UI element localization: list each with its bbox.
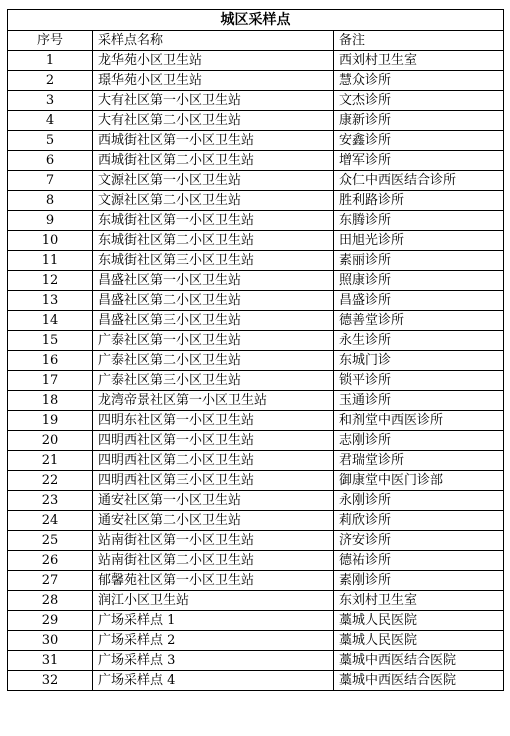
cell-name: 广泰社区第三小区卫生站 bbox=[93, 371, 334, 391]
cell-seq: 26 bbox=[8, 551, 93, 571]
table-row bbox=[8, 431, 504, 451]
cell-seq: 8 bbox=[8, 191, 93, 211]
cell-seq: 25 bbox=[8, 531, 93, 551]
cell-name: 璟华苑小区卫生站 bbox=[93, 71, 334, 91]
cell-name: 通安社区第一小区卫生站 bbox=[93, 491, 334, 511]
table-row bbox=[8, 251, 504, 271]
cell-seq: 20 bbox=[8, 431, 93, 451]
table-row bbox=[8, 91, 504, 111]
table-row bbox=[8, 151, 504, 171]
cell-name: 龙湾帝景社区第一小区卫生站 bbox=[93, 391, 334, 411]
cell-seq: 24 bbox=[8, 511, 93, 531]
cell-name: 昌盛社区第一小区卫生站 bbox=[93, 271, 334, 291]
header-seq: 序号 bbox=[8, 31, 93, 51]
cell-seq: 27 bbox=[8, 571, 93, 591]
cell-seq: 21 bbox=[8, 451, 93, 471]
cell-seq: 28 bbox=[8, 591, 93, 611]
cell-seq: 22 bbox=[8, 471, 93, 491]
cell-note: 田旭光诊所 bbox=[334, 231, 504, 251]
cell-note: 众仁中西医结合诊所 bbox=[334, 171, 504, 191]
cell-name: 龙华苑小区卫生站 bbox=[93, 51, 334, 71]
cell-note: 安鑫诊所 bbox=[334, 131, 504, 151]
cell-name: 广泰社区第一小区卫生站 bbox=[93, 331, 334, 351]
cell-seq: 16 bbox=[8, 351, 93, 371]
cell-name: 大有社区第一小区卫生站 bbox=[93, 91, 334, 111]
table-row bbox=[8, 631, 504, 651]
table-row bbox=[8, 111, 504, 131]
cell-seq: 23 bbox=[8, 491, 93, 511]
table-row bbox=[8, 391, 504, 411]
cell-name: 广场采样点 1 bbox=[93, 611, 334, 631]
cell-note: 玉通诊所 bbox=[334, 391, 504, 411]
cell-note: 莉欣诊所 bbox=[334, 511, 504, 531]
cell-seq: 12 bbox=[8, 271, 93, 291]
cell-name: 昌盛社区第三小区卫生站 bbox=[93, 311, 334, 331]
table-body bbox=[8, 51, 504, 691]
table-row bbox=[8, 511, 504, 531]
cell-seq: 17 bbox=[8, 371, 93, 391]
table-row bbox=[8, 71, 504, 91]
cell-note: 慧众诊所 bbox=[334, 71, 504, 91]
cell-seq: 10 bbox=[8, 231, 93, 251]
cell-seq: 2 bbox=[8, 71, 93, 91]
cell-note: 文杰诊所 bbox=[334, 91, 504, 111]
title-row bbox=[8, 10, 504, 31]
table-row bbox=[8, 171, 504, 191]
header-note: 备注 bbox=[334, 31, 504, 51]
cell-seq: 19 bbox=[8, 411, 93, 431]
table-row bbox=[8, 291, 504, 311]
table-title: 城区采样点 bbox=[8, 10, 504, 31]
cell-name: 西城街社区第二小区卫生站 bbox=[93, 151, 334, 171]
cell-seq: 15 bbox=[8, 331, 93, 351]
sampling-points-table bbox=[7, 9, 504, 691]
cell-note: 德善堂诊所 bbox=[334, 311, 504, 331]
cell-note: 东刘村卫生室 bbox=[334, 591, 504, 611]
cell-name: 四明东社区第一小区卫生站 bbox=[93, 411, 334, 431]
cell-seq: 29 bbox=[8, 611, 93, 631]
cell-name: 西城街社区第一小区卫生站 bbox=[93, 131, 334, 151]
cell-note: 康新诊所 bbox=[334, 111, 504, 131]
cell-name: 广泰社区第二小区卫生站 bbox=[93, 351, 334, 371]
sampling-points-sheet bbox=[7, 9, 503, 691]
cell-note: 藁城人民医院 bbox=[334, 631, 504, 651]
table-row bbox=[8, 671, 504, 691]
cell-name: 站南街社区第一小区卫生站 bbox=[93, 531, 334, 551]
cell-seq: 5 bbox=[8, 131, 93, 151]
cell-name: 广场采样点 3 bbox=[93, 651, 334, 671]
table-row bbox=[8, 651, 504, 671]
table-row bbox=[8, 411, 504, 431]
cell-note: 东城门诊 bbox=[334, 351, 504, 371]
table-row bbox=[8, 311, 504, 331]
cell-seq: 3 bbox=[8, 91, 93, 111]
cell-note: 胜利路诊所 bbox=[334, 191, 504, 211]
table-row bbox=[8, 531, 504, 551]
table-row bbox=[8, 471, 504, 491]
cell-seq: 7 bbox=[8, 171, 93, 191]
table-row bbox=[8, 491, 504, 511]
cell-seq: 11 bbox=[8, 251, 93, 271]
cell-seq: 13 bbox=[8, 291, 93, 311]
cell-note: 济安诊所 bbox=[334, 531, 504, 551]
cell-name: 文源社区第二小区卫生站 bbox=[93, 191, 334, 211]
cell-note: 素刚诊所 bbox=[334, 571, 504, 591]
cell-note: 永生诊所 bbox=[334, 331, 504, 351]
cell-name: 昌盛社区第二小区卫生站 bbox=[93, 291, 334, 311]
cell-note: 御康堂中医门诊部 bbox=[334, 471, 504, 491]
cell-seq: 30 bbox=[8, 631, 93, 651]
cell-name: 广场采样点 2 bbox=[93, 631, 334, 651]
cell-seq: 14 bbox=[8, 311, 93, 331]
cell-seq: 31 bbox=[8, 651, 93, 671]
cell-note: 素丽诊所 bbox=[334, 251, 504, 271]
table-row bbox=[8, 191, 504, 211]
cell-note: 藁城中西医结合医院 bbox=[334, 671, 504, 691]
table-row bbox=[8, 591, 504, 611]
cell-name: 大有社区第二小区卫生站 bbox=[93, 111, 334, 131]
table-row bbox=[8, 351, 504, 371]
cell-note: 锁平诊所 bbox=[334, 371, 504, 391]
cell-name: 郁馨苑社区第一小区卫生站 bbox=[93, 571, 334, 591]
cell-note: 照康诊所 bbox=[334, 271, 504, 291]
table-row bbox=[8, 211, 504, 231]
cell-seq: 9 bbox=[8, 211, 93, 231]
header-row bbox=[8, 31, 504, 51]
table-row bbox=[8, 611, 504, 631]
table-row bbox=[8, 51, 504, 71]
cell-note: 君瑞堂诊所 bbox=[334, 451, 504, 471]
cell-note: 藁城人民医院 bbox=[334, 611, 504, 631]
cell-name: 东城街社区第一小区卫生站 bbox=[93, 211, 334, 231]
cell-name: 东城街社区第二小区卫生站 bbox=[93, 231, 334, 251]
cell-name: 四明西社区第三小区卫生站 bbox=[93, 471, 334, 491]
cell-name: 东城街社区第三小区卫生站 bbox=[93, 251, 334, 271]
cell-note: 德祐诊所 bbox=[334, 551, 504, 571]
cell-note: 和剂堂中西医诊所 bbox=[334, 411, 504, 431]
cell-note: 昌盛诊所 bbox=[334, 291, 504, 311]
cell-note: 志刚诊所 bbox=[334, 431, 504, 451]
table-row bbox=[8, 371, 504, 391]
cell-name: 润江小区卫生站 bbox=[93, 591, 334, 611]
cell-seq: 6 bbox=[8, 151, 93, 171]
table-row bbox=[8, 331, 504, 351]
cell-note: 西刘村卫生室 bbox=[334, 51, 504, 71]
cell-note: 东腾诊所 bbox=[334, 211, 504, 231]
table-row bbox=[8, 231, 504, 251]
cell-note: 永刚诊所 bbox=[334, 491, 504, 511]
table-row bbox=[8, 551, 504, 571]
cell-seq: 4 bbox=[8, 111, 93, 131]
cell-seq: 32 bbox=[8, 671, 93, 691]
cell-name: 广场采样点 4 bbox=[93, 671, 334, 691]
cell-name: 四明西社区第二小区卫生站 bbox=[93, 451, 334, 471]
cell-name: 文源社区第一小区卫生站 bbox=[93, 171, 334, 191]
cell-name: 通安社区第二小区卫生站 bbox=[93, 511, 334, 531]
table-row bbox=[8, 571, 504, 591]
table-row bbox=[8, 451, 504, 471]
cell-seq: 1 bbox=[8, 51, 93, 71]
cell-name: 四明西社区第一小区卫生站 bbox=[93, 431, 334, 451]
table-row bbox=[8, 271, 504, 291]
cell-note: 藁城中西医结合医院 bbox=[334, 651, 504, 671]
cell-seq: 18 bbox=[8, 391, 93, 411]
cell-note: 增军诊所 bbox=[334, 151, 504, 171]
header-name: 采样点名称 bbox=[93, 31, 334, 51]
table-row bbox=[8, 131, 504, 151]
cell-name: 站南街社区第二小区卫生站 bbox=[93, 551, 334, 571]
